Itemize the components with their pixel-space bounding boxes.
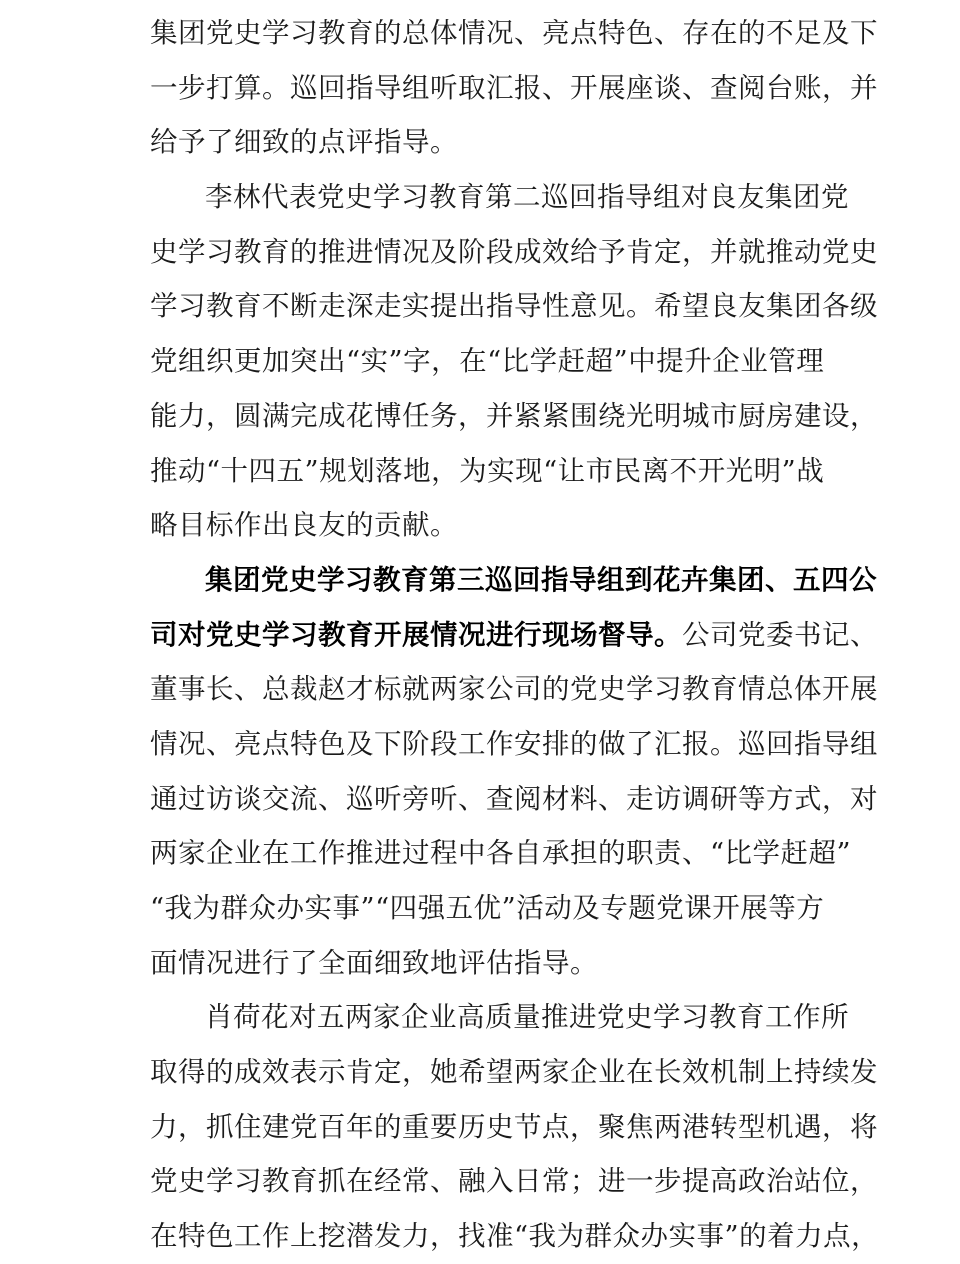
text-line: 一步打算。巡回指导组听取汇报、开展座谈、查阅台账，并 (150, 71, 878, 104)
text-line: 略目标作出良友的贡献。 (150, 509, 458, 542)
text-line: 肖荷花对五两家企业高质量推进党史学习教育工作所 (205, 1001, 849, 1034)
text-line-bold (150, 553, 877, 608)
bold-lead-text: 司对党史学习教育开展情况进行现场督导。 (150, 618, 682, 651)
bold-lead-text: 集团党史学习教育第三巡回指导组到花卉集团、五四公 (205, 563, 877, 596)
text-line: 李林代表党史学习教育第二巡回指导组对良友集团党 (205, 181, 849, 214)
normal-text: 公司党委书记、 (682, 618, 878, 651)
text-line: 能力，圆满完成花博任务，并紧紧围绕光明城市厨房建设， (150, 399, 878, 432)
text-line: “我为群众办实事”“四强五优”活动及专题党课开展等方 (150, 892, 825, 924)
text-line: 给予了细致的点评指导。 (150, 126, 458, 159)
text-line: 董事长、总裁赵才标就两家公司的党史学习教育情总体开展 (150, 673, 878, 706)
text-line: 党组织更加突出“实”字，在“比学赶超”中提升企业管理 (150, 345, 825, 378)
text-line: 在特色工作上挖潜发力，找准“我为群众办实事”的着力点， (150, 1220, 880, 1253)
body-text (150, 6, 880, 1264)
text-line: 推动“十四五”规划落地，为实现“让市民离不开光明”战 (150, 454, 825, 487)
text-line: 情况、亮点特色及下阶段工作安排的做了汇报。巡回指导组 (150, 727, 878, 760)
text-line: 两家企业在工作推进过程中各自承担的职责、“比学赶超” (150, 837, 852, 870)
text-line: 通过访谈交流、巡听旁听、查阅材料、走访调研等方式，对 (150, 782, 878, 815)
text-line: 面情况进行了全面细致地评估指导。 (150, 946, 598, 979)
text-line-mixed (150, 608, 878, 663)
text-line: 学习教育不断走深走实提出指导性意见。希望良友集团各级 (150, 290, 878, 323)
text-line: 力，抓住建党百年的重要历史节点，聚焦两港转型机遇，将 (150, 1110, 878, 1143)
text-line: 集团党史学习教育的总体情况、亮点特色、存在的不足及下 (150, 17, 878, 49)
text-line: 史学习教育的推进情况及阶段成效给予肯定，并就推动党史 (150, 235, 878, 268)
text-line: 党史学习教育抓在经常、融入日常；进一步提高政治站位， (150, 1165, 878, 1198)
text-line: 取得的成效表示肯定，她希望两家企业在长效机制上持续发 (150, 1056, 878, 1089)
